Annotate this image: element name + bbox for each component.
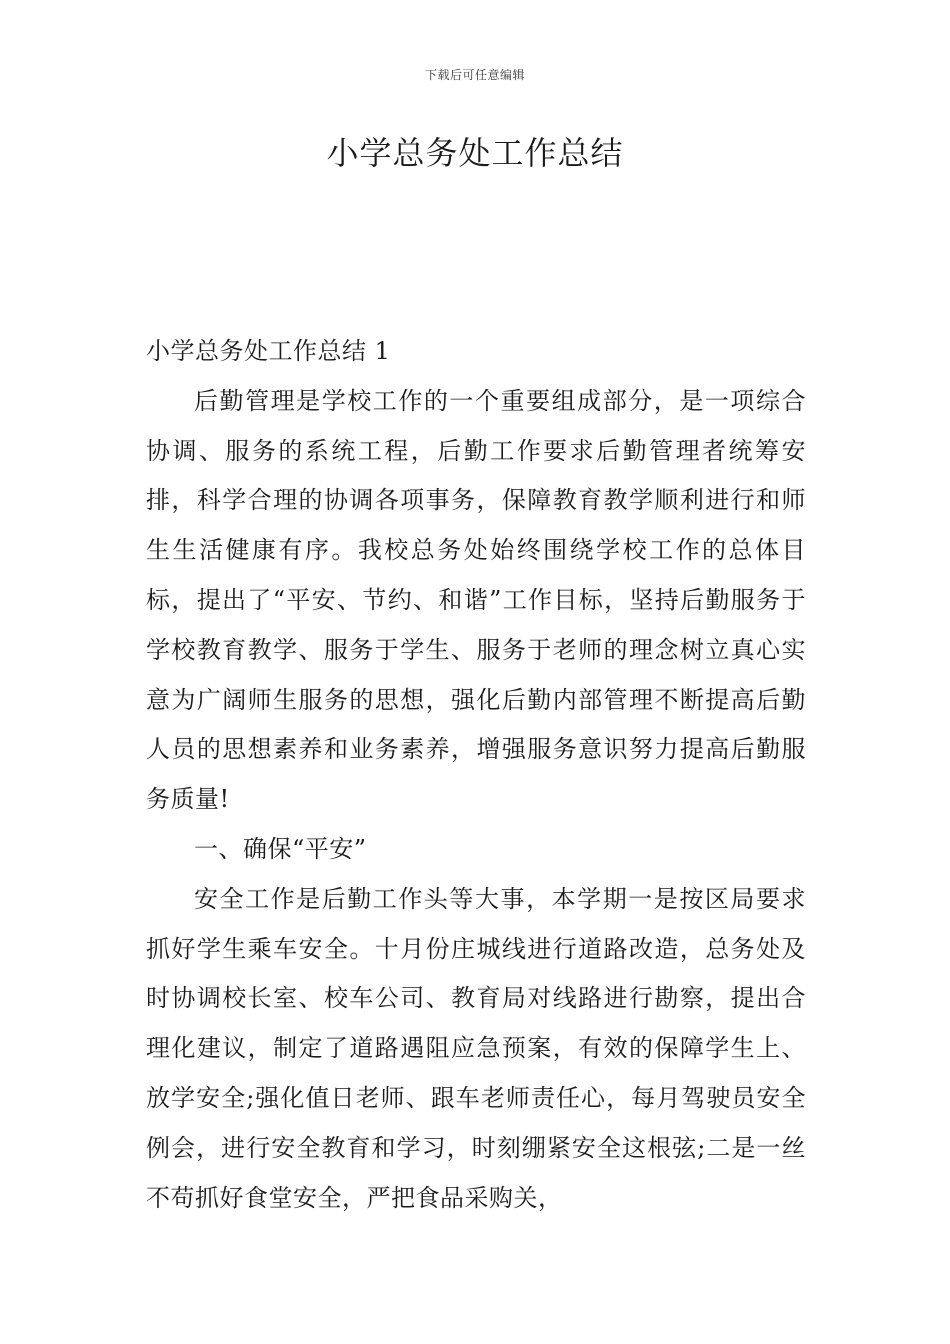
heading-safety: 一、确保“平安” <box>194 834 367 863</box>
section-title: 小学总务处工作总结 1 <box>146 337 391 365</box>
document-body <box>146 327 806 1223</box>
paragraph-safety: 安全工作是后勤工作头等大事，本学期一是按区局要求抓好学生乘车安全。十月份庄城线进行道路改造，总务处及时协调校长室、校车公司、教育局对线路进行勘察，提出合理化建议，制定了道路遇阻应急预案，有效的保障学生上、放学安全;强化值日老师、跟车老师责任心，每月驾驶员安全例会，进行安全教育和学习，时刻绷紧安全这根弦;二是一丝不苟抓好食堂安全，严把食品采购关， <box>146 884 806 1212</box>
document-title: 小学总务处工作总结 <box>326 134 624 172</box>
header-note: 下载后可任意编辑 <box>424 68 525 82</box>
paragraph-intro: 后勤管理是学校工作的一个重要组成部分，是一项综合协调、服务的系统工程，后勤工作要求后勤管理者统筹安排，科学合理的协调各项事务，保障教育教学顺利进行和师生生活健康有序。我校总务处始终围绕学校工作的总体目标，提出了“平安、节约、和谐”工作目标，坚持后勤服务于学校教育教学、服务于学生、服务于老师的理念树立真心实意为广阔师生服务的思想，强化后勤内部管理不断提高后勤人员的思想素养和业务素养，增强服务意识努力提高后勤服务质量! <box>146 386 806 814</box>
